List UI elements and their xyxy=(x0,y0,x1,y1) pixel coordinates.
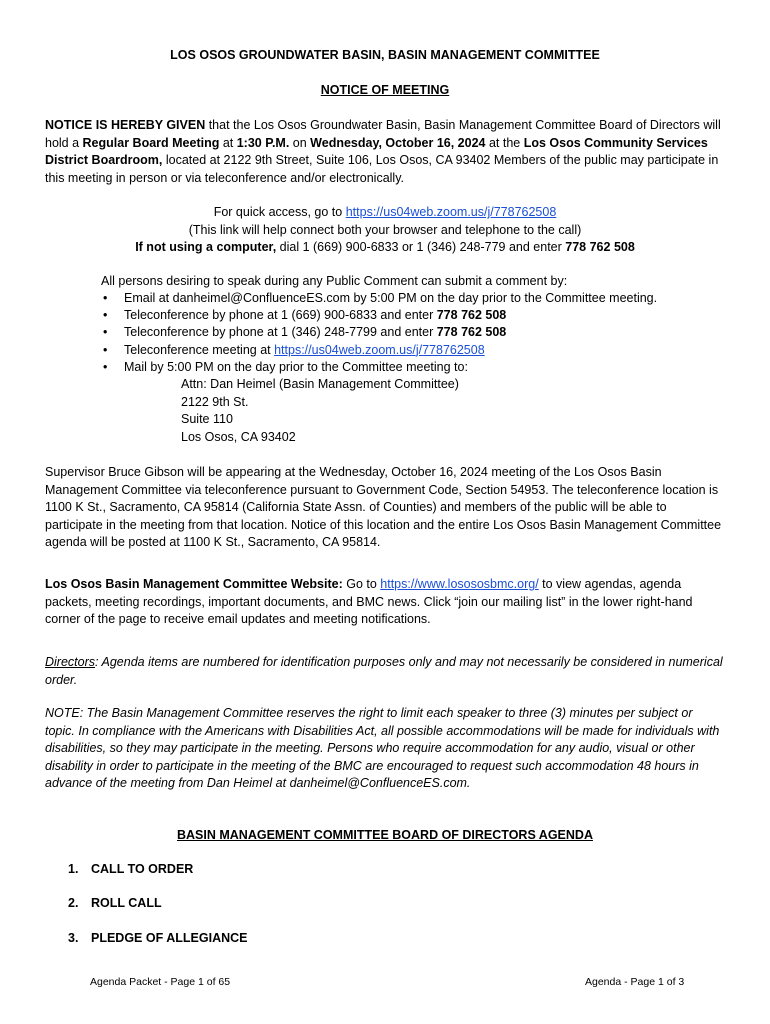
address-attn: Attn: Dan Heimel (Basin Management Committee) xyxy=(181,377,459,391)
list-item xyxy=(101,290,721,307)
footer-packet-page: Agenda Packet - Page 1 of 65 xyxy=(90,976,231,988)
supervisor-paragraph: Supervisor Bruce Gibson will be appearing at the Wednesday, October 16, 2024 meeting of the Los Osos Basin Management Committee via teleconference pursuant to Government Code, Section 54953. The teleconference location is 1100 K St., Sacramento, CA 95814 (California State Assn. of Counties) and members of the public will be able to participate in the meeting from that location. Notice of this location and the entire Los Osos Basin Management Committee agenda will be posted at 1100 K St., Sacramento, CA 95814. xyxy=(45,465,722,549)
agenda-item xyxy=(68,862,193,876)
phone-option-text: Teleconference by phone at 1 (346) 248-7799 and enter xyxy=(124,325,437,340)
intro-text: on xyxy=(289,135,311,150)
quick-access-line xyxy=(45,204,725,222)
meeting-code: 778 762 508 xyxy=(436,308,507,323)
agenda-item-number: 1. xyxy=(68,862,79,876)
list-item xyxy=(101,359,721,376)
list-item xyxy=(101,324,721,341)
agenda-item-number: 3. xyxy=(68,931,79,945)
list-item xyxy=(101,307,721,324)
meeting-option-text: Teleconference meeting at xyxy=(124,342,275,357)
public-comment-lead: All persons desiring to speak during any Public Comment can submit a comment by: xyxy=(101,274,568,288)
website-text: to view agendas, agenda packets, meeting recordings, important documents, and BMC news. Click “join our mailing list” in the lower right-hand corner of the page to receive email updates and meeting notifications. xyxy=(45,577,693,626)
comment-options-list xyxy=(101,290,721,376)
meeting-code: 778 762 508 xyxy=(565,240,635,254)
agenda-heading: BASIN MANAGEMENT COMMITTEE BOARD OF DIRECTORS AGENDA xyxy=(177,828,593,842)
intro-text: that the Los Osos Groundwater Basin, Basin Management Committee Board of Directors will hold a xyxy=(45,118,721,150)
bullet-icon: • xyxy=(103,308,108,323)
quick-access-note: (This link will help connect both your browser and telephone to the call) xyxy=(188,222,582,237)
address-street: 2122 9th St. xyxy=(181,394,249,409)
bullet-icon: • xyxy=(103,359,108,374)
accommodation-note: NOTE: The Basin Management Committee reserves the right to limit each speaker to three (3) minutes per subject or topic. In compliance with the Americans with Disabilities Act, all possible accommodations will be made for individuals with disabilities, so they may participate in the meeting. Persons who require accommodation for any audio, visual or other disability in order to participate in the meeting of the BMC are encouraged to request such accommodation 48 hours in advance of the meeting from Dan Heimel at danheimel@ConfluenceES.com. xyxy=(45,706,720,790)
agenda-item-label: ROLL CALL xyxy=(91,896,162,910)
website-label: Los Osos Basin Management Committee Website: xyxy=(45,577,343,591)
directors-note xyxy=(45,654,725,689)
quick-access-block xyxy=(45,204,725,257)
notice-heading: NOTICE OF MEETING xyxy=(320,83,450,97)
meeting-date: Wednesday, October 16, 2024 xyxy=(310,135,486,150)
website-text: Go to xyxy=(342,577,381,591)
zoom-link[interactable]: https://us04web.zoom.us/j/778762508 xyxy=(345,205,557,219)
dial-in-label: If not using a computer, xyxy=(135,240,277,254)
address-suite: Suite 110 xyxy=(181,412,233,426)
agenda-item xyxy=(68,931,248,945)
intro-text: located at 2122 9th Street, Suite 106, Los Osos, CA 93402 Members of the public may participate in this meeting in person or via teleconference and/or electronically. xyxy=(45,153,719,185)
footer-agenda-page: Agenda - Page 1 of 3 xyxy=(585,976,685,988)
notice-lead: NOTICE IS HEREBY GIVEN xyxy=(45,118,206,132)
document-title: LOS OSOS GROUNDWATER BASIN, BASIN MANAGEMENT COMMITTEE xyxy=(170,48,600,62)
website-paragraph xyxy=(45,576,725,629)
address-city: Los Osos, CA 93402 xyxy=(181,429,296,444)
mail-option: Mail by 5:00 PM on the day prior to the Committee meeting to: xyxy=(124,359,468,374)
agenda-item-label: CALL TO ORDER xyxy=(91,862,194,876)
dial-in-line xyxy=(45,239,725,257)
meeting-code: 778 762 508 xyxy=(436,325,507,340)
list-item xyxy=(101,342,721,359)
intro-text: at the xyxy=(485,135,524,150)
meeting-location: Los Osos Community Services District Boardroom, xyxy=(45,135,708,167)
website-link[interactable]: https://www.losososbmc.org/ xyxy=(380,577,539,591)
agenda-item xyxy=(68,896,162,910)
intro-paragraph xyxy=(45,117,725,187)
intro-text: at xyxy=(219,135,237,150)
mailing-address xyxy=(181,376,459,446)
meeting-type: Regular Board Meeting xyxy=(82,135,220,150)
dial-in-text: dial 1 (669) 900-6833 or 1 (346) 248-779 and enter xyxy=(276,240,566,254)
bullet-icon: • xyxy=(103,291,108,305)
meeting-time: 1:30 P.M. xyxy=(236,135,290,150)
directors-label: Directors xyxy=(45,655,96,669)
email-option: Email at danheimel@ConfluenceES.com by 5:00 PM on the day prior to the Committee meeting. xyxy=(124,291,658,305)
directors-text: : Agenda items are numbered for identification purposes only and may not necessarily be considered in numerical order. xyxy=(45,655,723,687)
phone-option-text: Teleconference by phone at 1 (669) 900-6833 and enter xyxy=(124,308,437,323)
quick-access-text: For quick access, go to xyxy=(213,205,346,219)
zoom-link[interactable]: https://us04web.zoom.us/j/778762508 xyxy=(274,342,485,357)
agenda-item-number: 2. xyxy=(68,896,79,910)
bullet-icon: • xyxy=(103,342,108,357)
bullet-icon: • xyxy=(103,325,108,340)
agenda-item-label: PLEDGE OF ALLEGIANCE xyxy=(91,931,248,945)
